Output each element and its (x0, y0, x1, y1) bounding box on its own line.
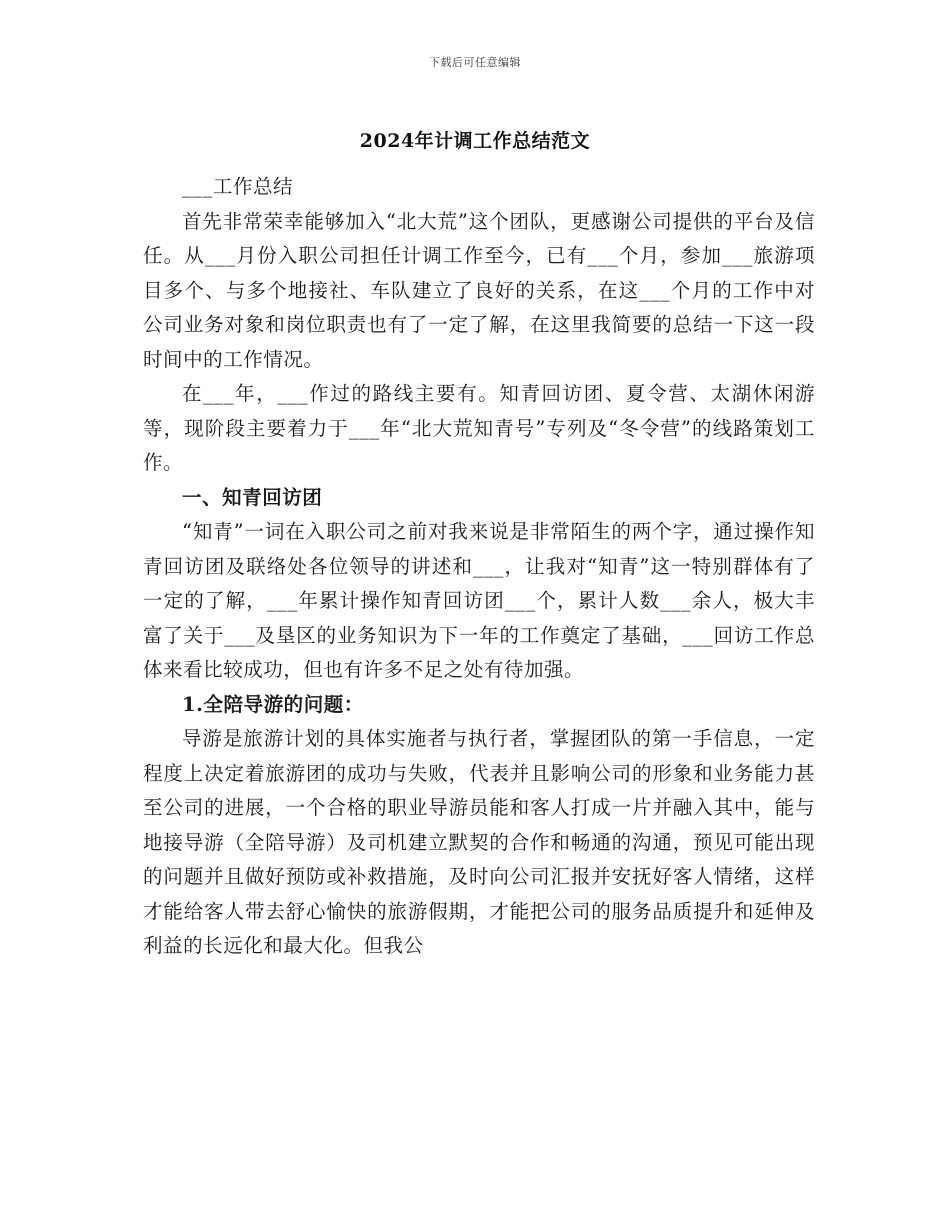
section-heading-1: 一、知青回访团 (182, 485, 323, 509)
intro-paragraph: 首先非常荣幸能够加入“北大荒”这个团队，更感谢公司提供的平台及信任。从___月份入职公司担任计调工作至今，已有___个月，参加___旅游项目多个、与多个地接社、车队建立了良好的关系，在这___个月的工作中对公司业务对象和岗位职责也有了一定了解，在这里我简要的总结一下这一段时间中的工作情况。 (143, 209, 815, 371)
routes-paragraph: 在___年，___作过的路线主要有。知青回访团、夏令营、太湖休闲游等，现阶段主要着力于___年“北大荒知青号”专列及“冬令营”的线路策划工作。 (143, 382, 815, 474)
guide-paragraph: 导游是旅游计划的具体实施者与执行者，掌握团队的第一手信息，一定程度上决定着旅游团的成功与失败，代表并且影响公司的形象和业务能力甚至公司的进展，一个合格的职业导游员能和客人打成一片并融入其中，能与地接导游（全陪导游）及司机建立默契的合作和畅通的沟通，预见可能出现的问题并且做好预防或补救措施，及时向公司汇报并安抚好客人情绪，这样才能给客人带去舒心愉快的旅游假期，才能把公司的服务品质提升和延伸及利益的长远化和最大化。但我公 (143, 727, 815, 957)
subsection-heading-1: 1.全陪导游的问题： (182, 692, 364, 716)
zhiqing-paragraph: “知青”一词在入职公司之前对我来说是非常陌生的两个字，通过操作知青回访团及联络处各位领导的讲述和___，让我对“知青”这一特别群体有了一定的了解，___年累计操作知青回访团___个，累计人数___余人，极大丰富了关于___及垦区的业务知识为下一年的工作奠定了基础，___回访工作总体来看比较成功，但也有许多不足之处有待加强。 (143, 520, 815, 681)
header-note: 下载后可任意编辑 (429, 56, 521, 69)
document-title: 2024年计调工作总结范文 (359, 130, 591, 152)
section-subtitle: ___工作总结 (182, 175, 294, 198)
document-body (143, 170, 815, 964)
